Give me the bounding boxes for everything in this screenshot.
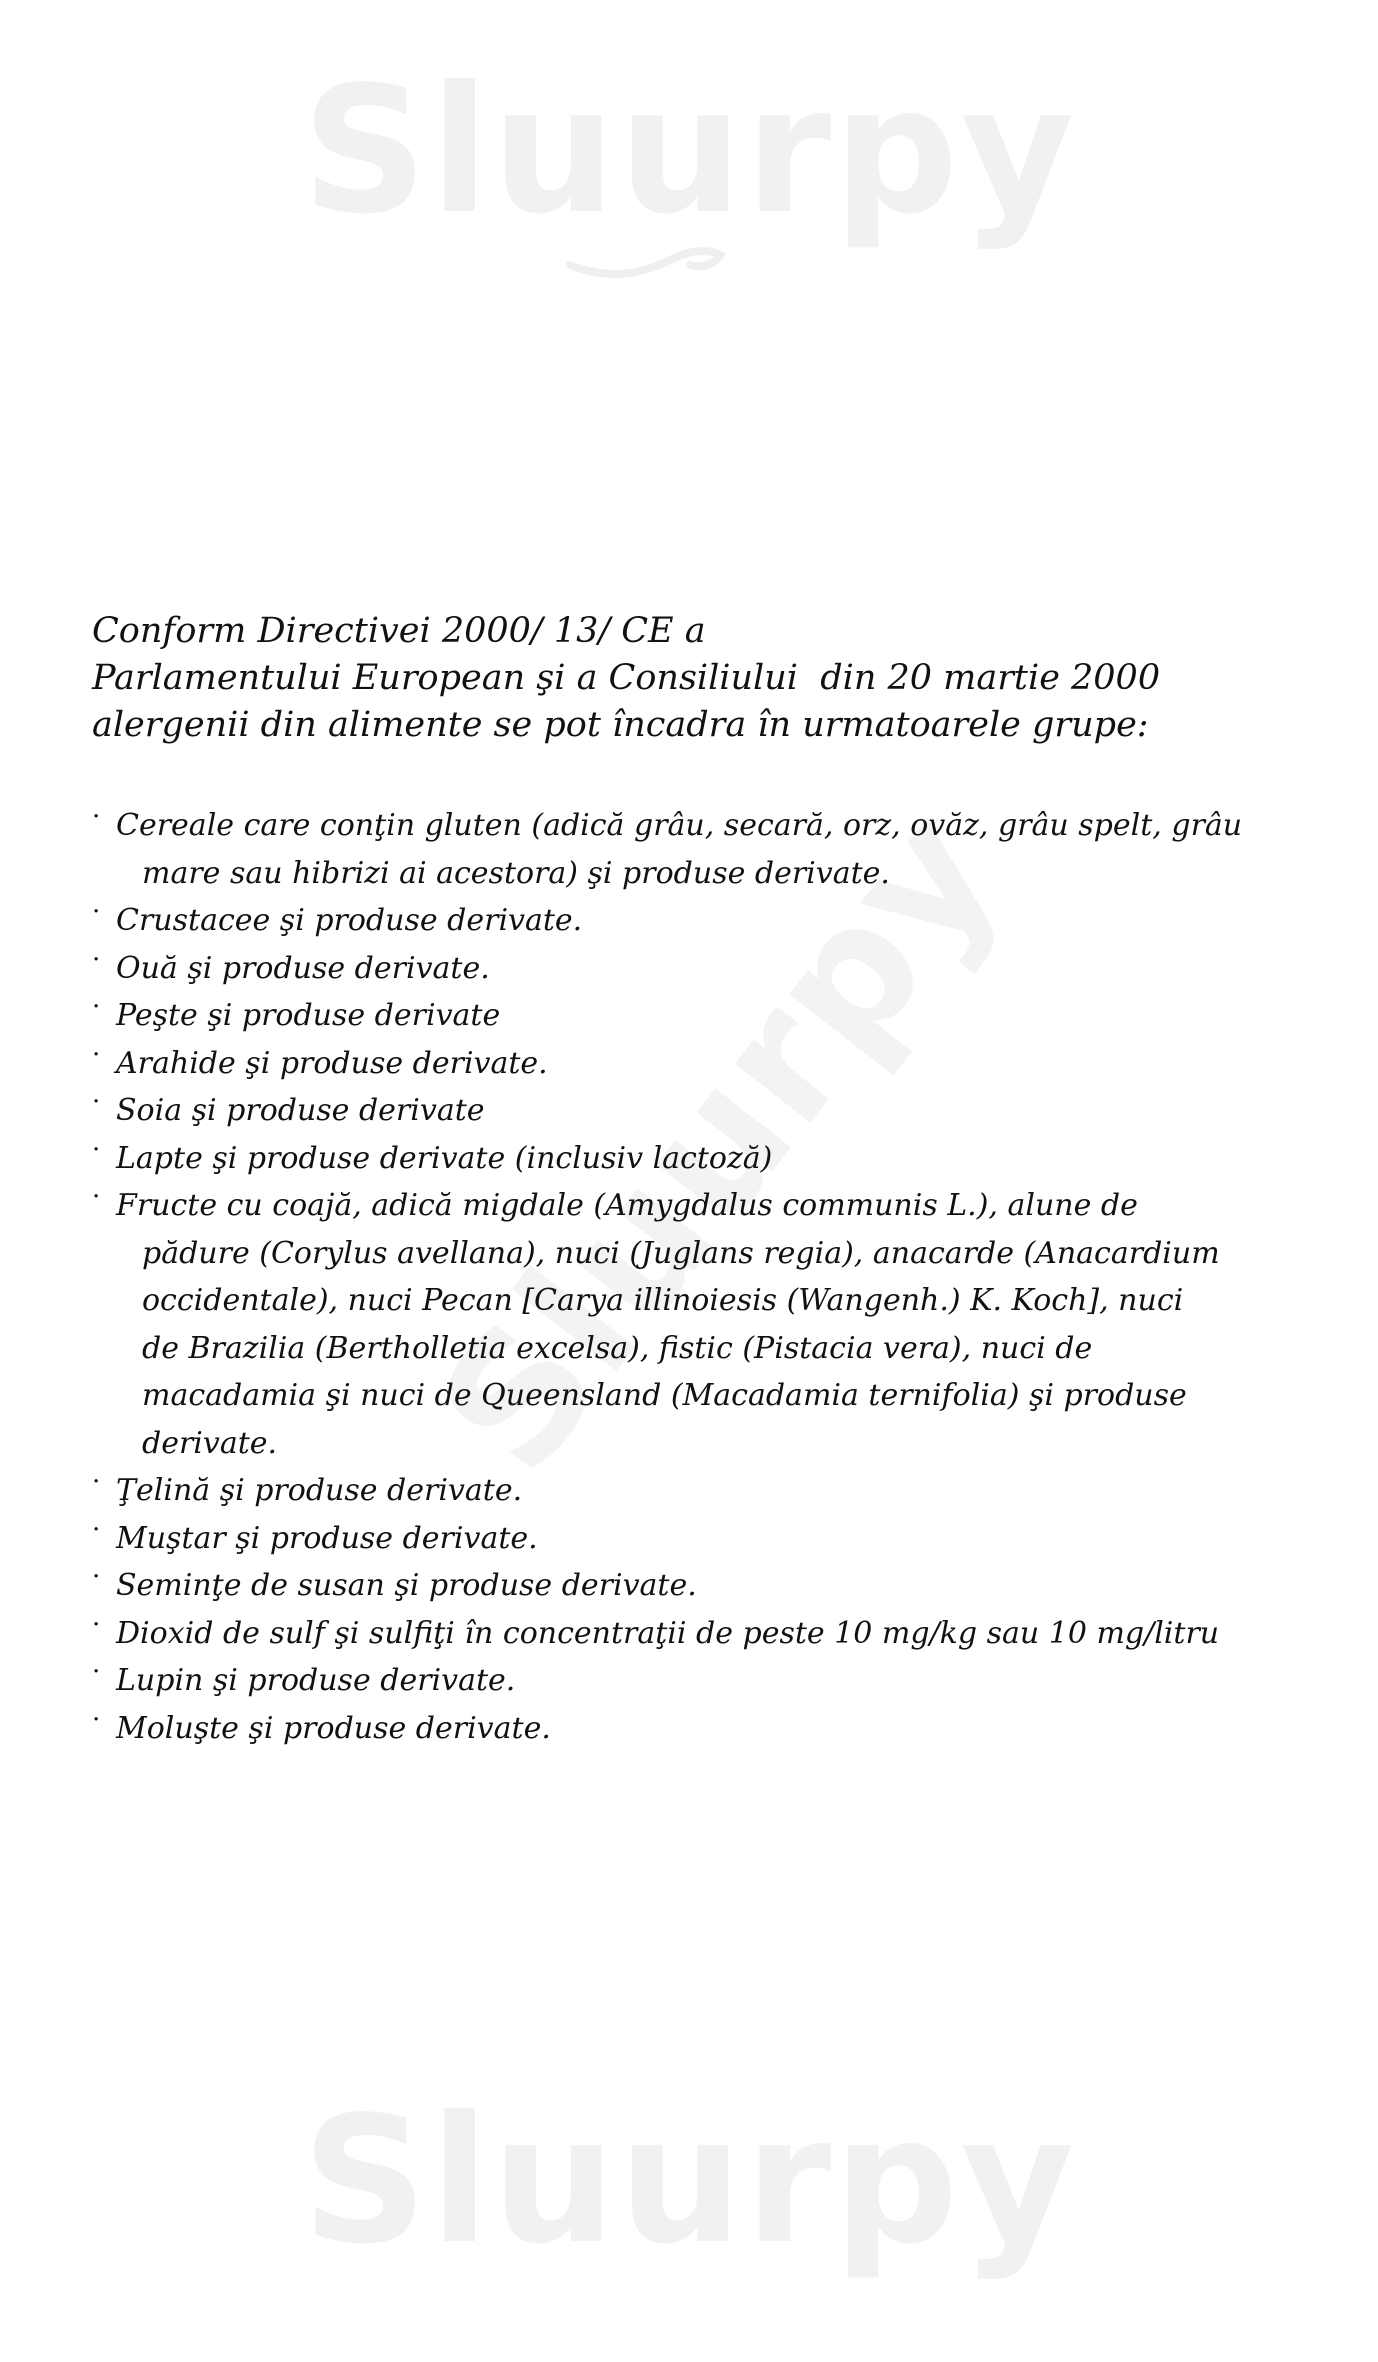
allergen-text: Lupin şi produse derivate.	[116, 1663, 516, 1698]
allergen-item	[92, 1087, 1312, 1135]
bullet-icon: ·	[92, 802, 101, 832]
allergen-item	[92, 1515, 1312, 1563]
allergen-text: Soia şi produse derivate	[116, 1093, 485, 1128]
allergen-item	[92, 945, 1312, 993]
allergen-item	[92, 1040, 1312, 1088]
allergen-text: Dioxid de sulf şi sulfiţi în concentraţii de peste 10 mg/kg sau 10 mg/litru	[116, 1615, 1220, 1651]
allergen-text: Peşte şi produse derivate	[116, 998, 501, 1033]
bullet-icon: ·	[92, 1182, 101, 1212]
allergen-text: occidentale), nuci Pecan [Carya illinoiesis (Wangenh.) K. Koch], nuci	[142, 1283, 1184, 1318]
allergen-text: de Brazilia (Bertholletia excelsa), fistic (Pistacia vera), nuci de	[142, 1330, 1093, 1366]
watermark-swoosh-icon	[560, 225, 760, 285]
allergen-item	[92, 1562, 1312, 1610]
allergen-text: Cereale care conţin gluten (adică grâu, secară, orz, ovăz, grâu spelt, grâu	[116, 808, 1243, 843]
bullet-icon: ·	[92, 1467, 101, 1497]
allergen-text: pădure (Corylus avellana), nuci (Juglans regia), anacarde (Anacardium	[142, 1235, 1220, 1271]
allergen-text: Muştar şi produse derivate.	[116, 1520, 538, 1556]
allergen-text: Seminţe de susan şi produse derivate.	[116, 1568, 697, 1603]
bullet-icon: ·	[92, 897, 101, 927]
allergen-text: Crustacee şi produse derivate.	[116, 903, 583, 938]
allergen-item	[92, 992, 1312, 1040]
allergen-text: Fructe cu coajă, adică migdale (Amygdalus communis L.), alune de	[116, 1188, 1138, 1223]
bullet-icon: ·	[92, 992, 101, 1022]
allergen-item	[92, 802, 1312, 897]
bullet-icon: ·	[92, 1657, 101, 1687]
bullet-icon: ·	[92, 1134, 101, 1165]
allergen-text: derivate.	[142, 1425, 278, 1461]
bullet-icon: ·	[92, 1514, 101, 1545]
allergen-item	[92, 1467, 1312, 1515]
bullet-icon: ·	[92, 1087, 101, 1117]
allergen-text: Ouă şi produse derivate.	[116, 950, 490, 986]
allergen-text: Arahide şi produse derivate.	[116, 1045, 548, 1081]
allergen-item	[92, 1135, 1312, 1183]
bullet-icon: ·	[92, 944, 101, 975]
allergen-item	[92, 1610, 1312, 1658]
allergen-item	[92, 1705, 1312, 1753]
allergen-item	[92, 1182, 1312, 1467]
watermark-logo-bottom: Sluurpy	[301, 2080, 1077, 2283]
allergen-text: Lapte şi produse derivate (inclusiv lactoză)	[116, 1140, 773, 1176]
watermark-logo-top: Sluurpy	[301, 50, 1077, 253]
allergen-item	[92, 1657, 1312, 1705]
allergen-text: mare sau hibrizi ai acestora) şi produse derivate.	[142, 855, 890, 891]
bullet-icon: ·	[92, 1609, 101, 1640]
allergen-text: Moluşte şi produse derivate.	[116, 1710, 551, 1746]
allergen-item	[92, 897, 1312, 945]
bullet-icon: ·	[92, 1562, 101, 1592]
allergen-text: macadamia şi nuci de Queensland (Macadamia ternifolia) şi produse	[142, 1378, 1187, 1413]
allergen-text: Ţelină şi produse derivate.	[116, 1473, 523, 1508]
bullet-icon: ·	[92, 1704, 101, 1735]
intro-line: alergenii din alimente se pot încadra în urmatoarele grupe:	[92, 705, 1149, 745]
document-intro	[92, 608, 1292, 749]
bullet-icon: ·	[92, 1039, 101, 1070]
allergen-list	[92, 802, 1312, 1752]
intro-line: Parlamentului European şi a Consiliului din 20 martie 2000	[92, 658, 1161, 698]
intro-line: Conform Directivei 2000/ 13/ CE a	[92, 611, 706, 651]
